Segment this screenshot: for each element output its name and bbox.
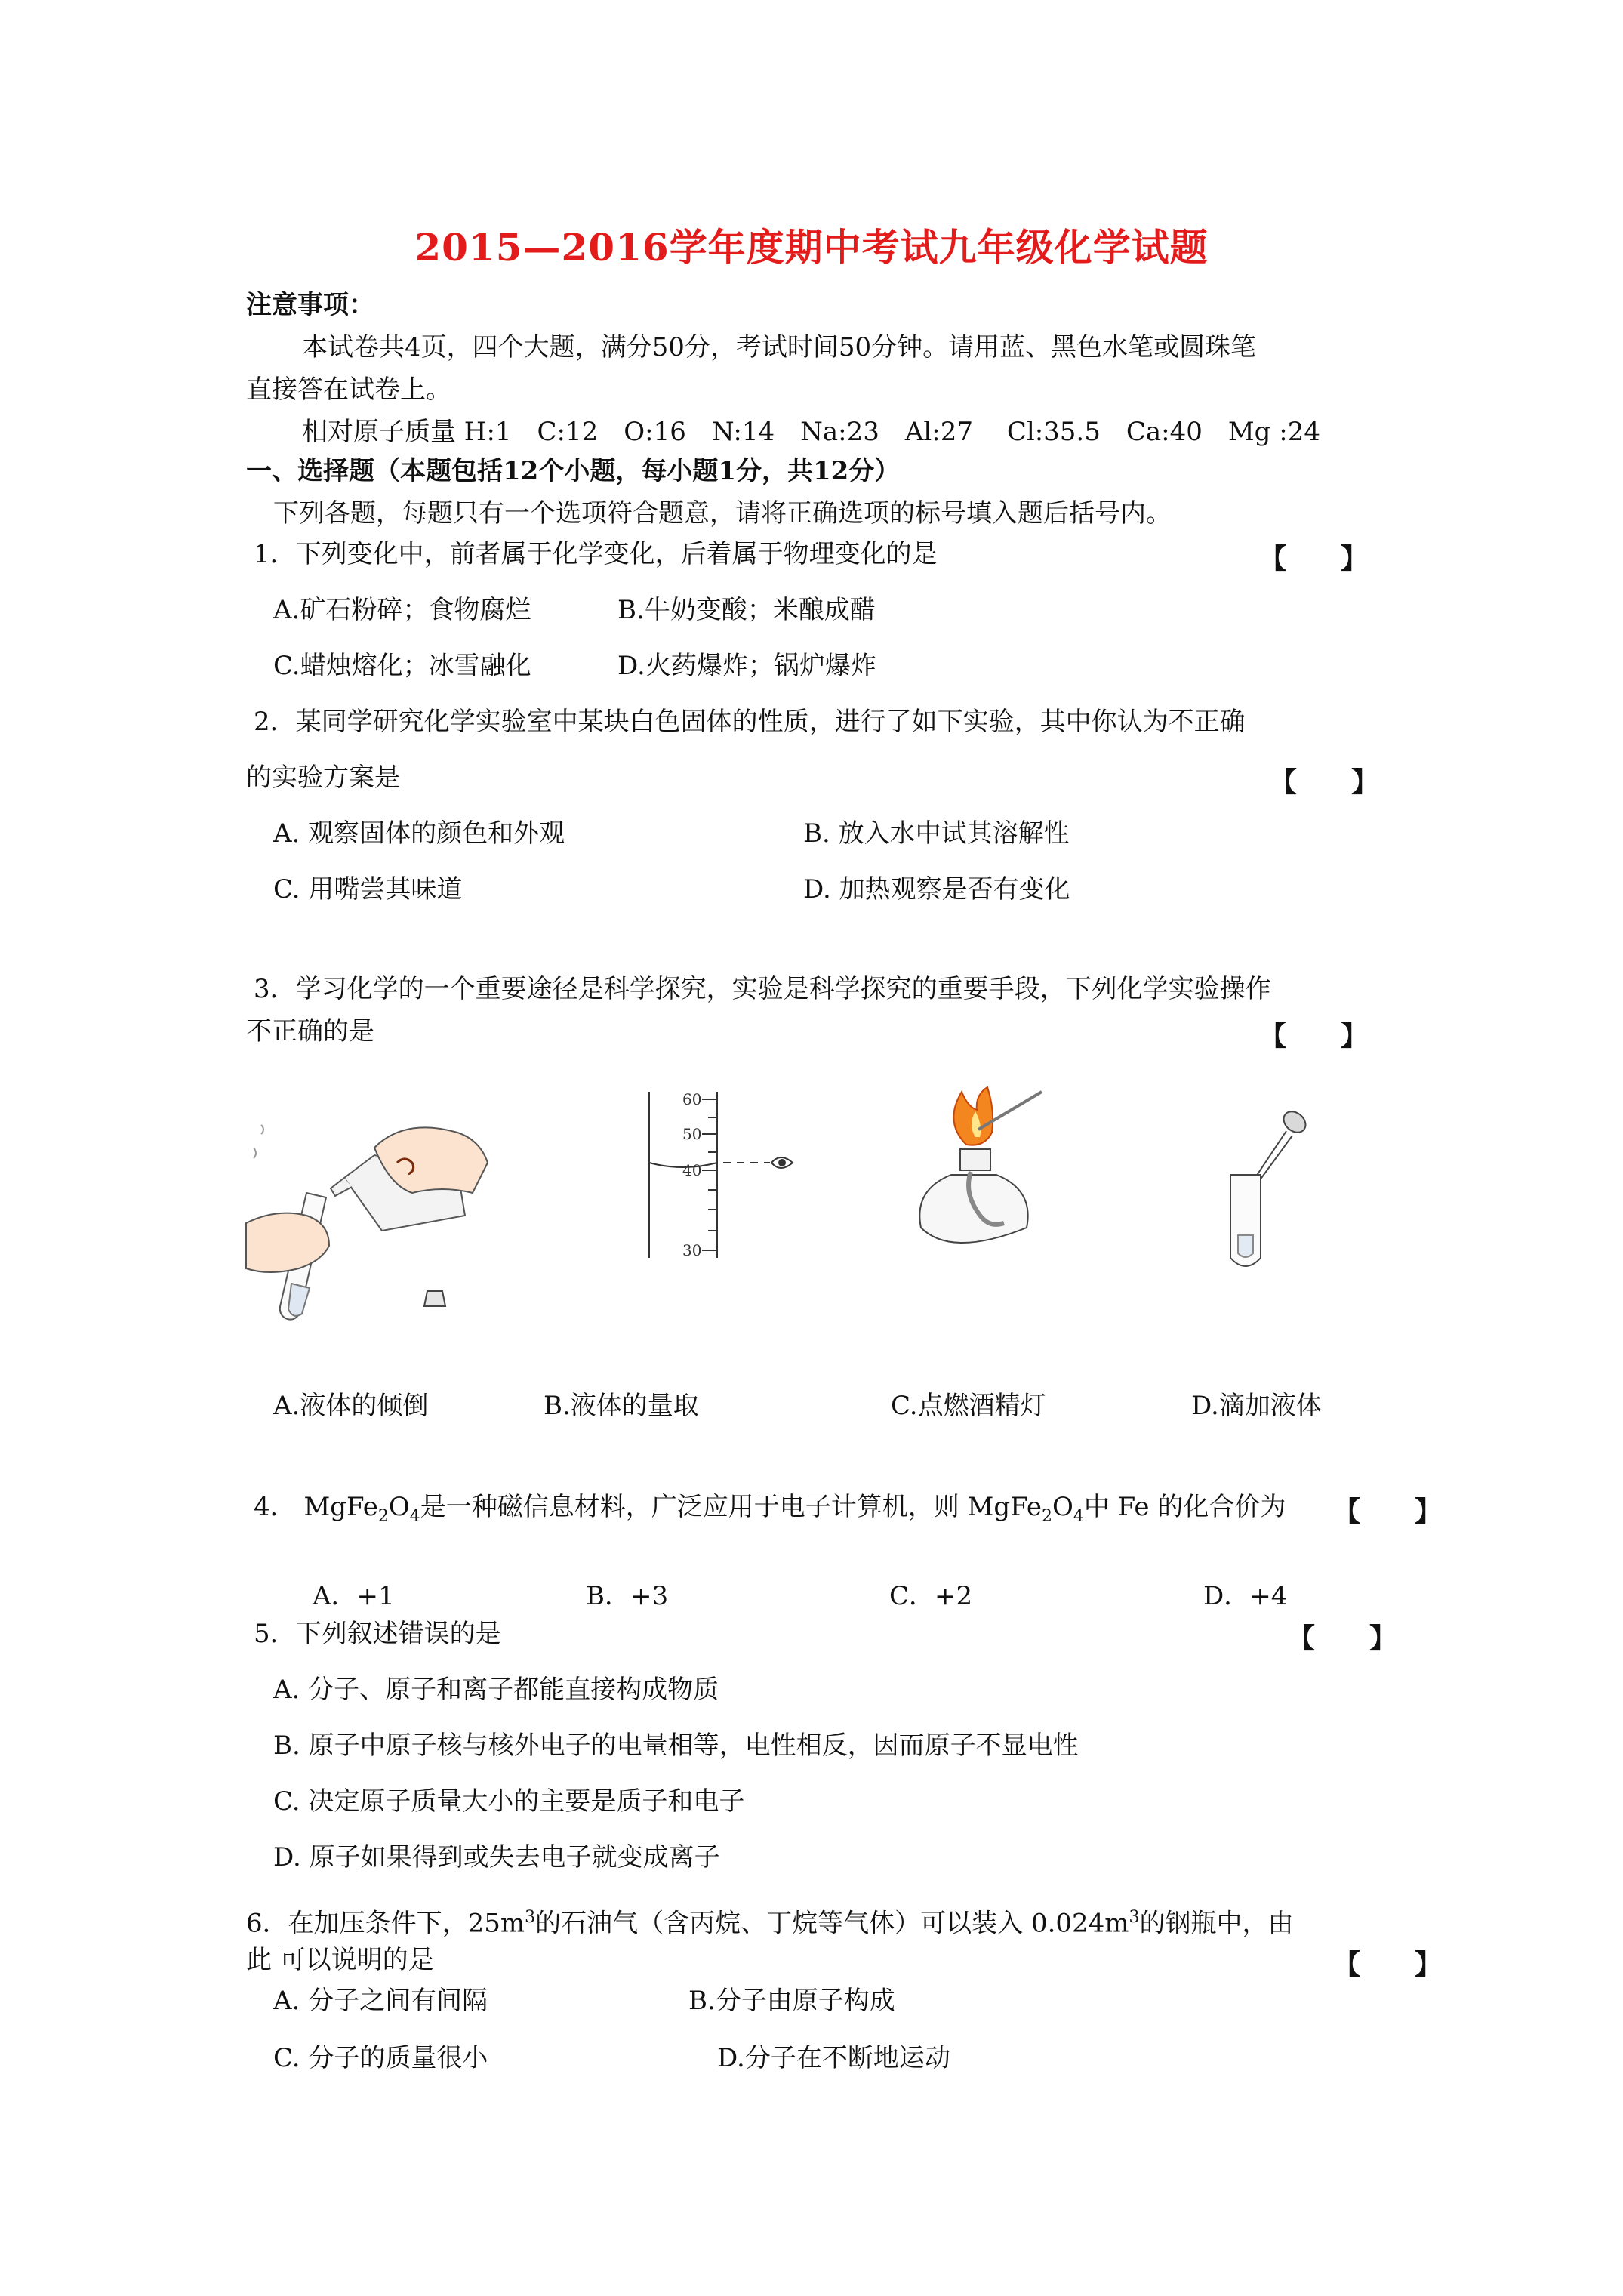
q1-option-b: B.牛奶变酸；米酿成醋: [617, 595, 876, 625]
q4-option-d: D．+4: [1203, 1581, 1288, 1611]
q5-option-b: B. 原子中原子核与核外电子的电量相等，电性相反，因而原子不显电性: [273, 1730, 1079, 1761]
page-title: 2015—2016学年度期中考试九年级化学试题: [414, 225, 1209, 270]
q5-option-c: C. 决定原子质量大小的主要是质子和电子: [273, 1786, 745, 1817]
q5-option-a: A. 分子、原子和离子都能直接构成物质: [273, 1675, 719, 1705]
q1-answer-bracket[interactable]: 【 】: [1259, 543, 1369, 575]
q5-answer-bracket[interactable]: 【 】: [1288, 1623, 1397, 1654]
q6-stem-line-2: 此 可以说明的是: [246, 1945, 434, 1975]
q1-option-a: A.矿石粉碎；食物腐烂: [273, 595, 531, 625]
q5-stem: 5．下列叙述错误的是: [254, 1619, 501, 1649]
q2-stem-line-2: 的实验方案是: [246, 763, 400, 793]
q6-option-b: B.分子由原子构成: [688, 1986, 895, 2016]
q3-option-b: B.液体的量取: [544, 1391, 699, 1421]
q2-option-a: A. 观察固体的颜色和外观: [273, 818, 565, 849]
q4-answer-bracket[interactable]: 【 】: [1333, 1496, 1443, 1527]
cylinder-tick-30: 30: [682, 1241, 702, 1259]
q4-stem: 4． $MgFe_2O_4$是一种磁信息材料，广泛应用于电子计算机，则 $MgFe_2O_4$中 Fe 的化合价为: [254, 1492, 1286, 1526]
dropper-illustration: [1208, 1107, 1321, 1281]
q3-option-a: A.液体的倾倒: [273, 1391, 429, 1421]
q6-option-d: D.分子在不断地运动: [717, 2043, 950, 2073]
q6-stem-line-1: 6．在加压条件下，$25m^3$的石油气（含丙烷、丁烷等气体）可以装入 $0.024m^3$的钢瓶中，由: [246, 1908, 1294, 1939]
q1-stem: 1．下列变化中，前者属于化学变化，后着属于物理变化的是: [254, 539, 938, 569]
relative-atomic-masses: 相对原子质量 H:1 C:12 O:16 N:14 Na:23 Al:27 Cl:35.5 Ca:40 Mg :24: [302, 417, 1320, 447]
q6-option-a: A. 分子之间有间隔: [273, 1986, 488, 2016]
q6-answer-bracket[interactable]: 【 】: [1333, 1949, 1443, 1980]
q6-option-c: C. 分子的质量很小: [273, 2043, 488, 2073]
q3-option-c: C.点燃酒精灯: [891, 1391, 1046, 1421]
liquid-pouring-illustration: [246, 1117, 495, 1314]
notes-heading: 注意事项：: [246, 290, 374, 320]
alcohol-lamp-illustration: [906, 1084, 1057, 1265]
cylinder-tick-60: 60: [682, 1090, 702, 1108]
graduated-cylinder-illustration: [634, 1084, 815, 1273]
cylinder-tick-50: 50: [682, 1125, 702, 1143]
q4-option-a: A．+1: [313, 1581, 395, 1611]
q2-stem-line-1: 2．某同学研究化学实验室中某块白色固体的性质，进行了如下实验，其中你认为不正确: [254, 707, 1246, 737]
q3-answer-bracket[interactable]: 【 】: [1259, 1020, 1369, 1052]
notes-line-1: 本试卷共4页，四个大题，满分50分，考试时间50分钟。请用蓝、黑色水笔或圆珠笔: [302, 332, 1257, 362]
q2-option-d: D. 加热观察是否有变化: [803, 874, 1070, 905]
notes-line-2: 直接答在试卷上。: [246, 374, 451, 405]
q2-option-b: B. 放入水中试其溶解性: [803, 818, 1070, 849]
q3-stem-line-2: 不正确的是: [246, 1016, 374, 1046]
section-heading: 一、选择题（本题包括12个小题，每小题1分，共12分）: [246, 456, 901, 486]
q2-answer-bracket[interactable]: 【 】: [1270, 766, 1379, 798]
section-instruction: 下列各题，每题只有一个选项符合题意，请将正确选项的标号填入题后括号内。: [273, 498, 1172, 529]
q2-option-c: C. 用嘴尝其味道: [273, 874, 463, 905]
cylinder-tick-40: 40: [682, 1161, 702, 1179]
q4-option-b: B．+3: [586, 1581, 669, 1611]
q5-option-d: D. 原子如果得到或失去电子就变成离子: [273, 1842, 720, 1872]
q1-option-c: C.蜡烛熔化；冰雪融化: [273, 651, 531, 681]
q1-option-d: D.火药爆炸；锅炉爆炸: [617, 651, 876, 681]
q3-option-d: D.滴加液体: [1191, 1391, 1322, 1421]
q3-stem-line-1: 3．学习化学的一个重要途径是科学探究，实验是科学探究的重要手段，下列化学实验操作: [254, 974, 1271, 1004]
q4-option-c: C．+2: [889, 1581, 973, 1611]
